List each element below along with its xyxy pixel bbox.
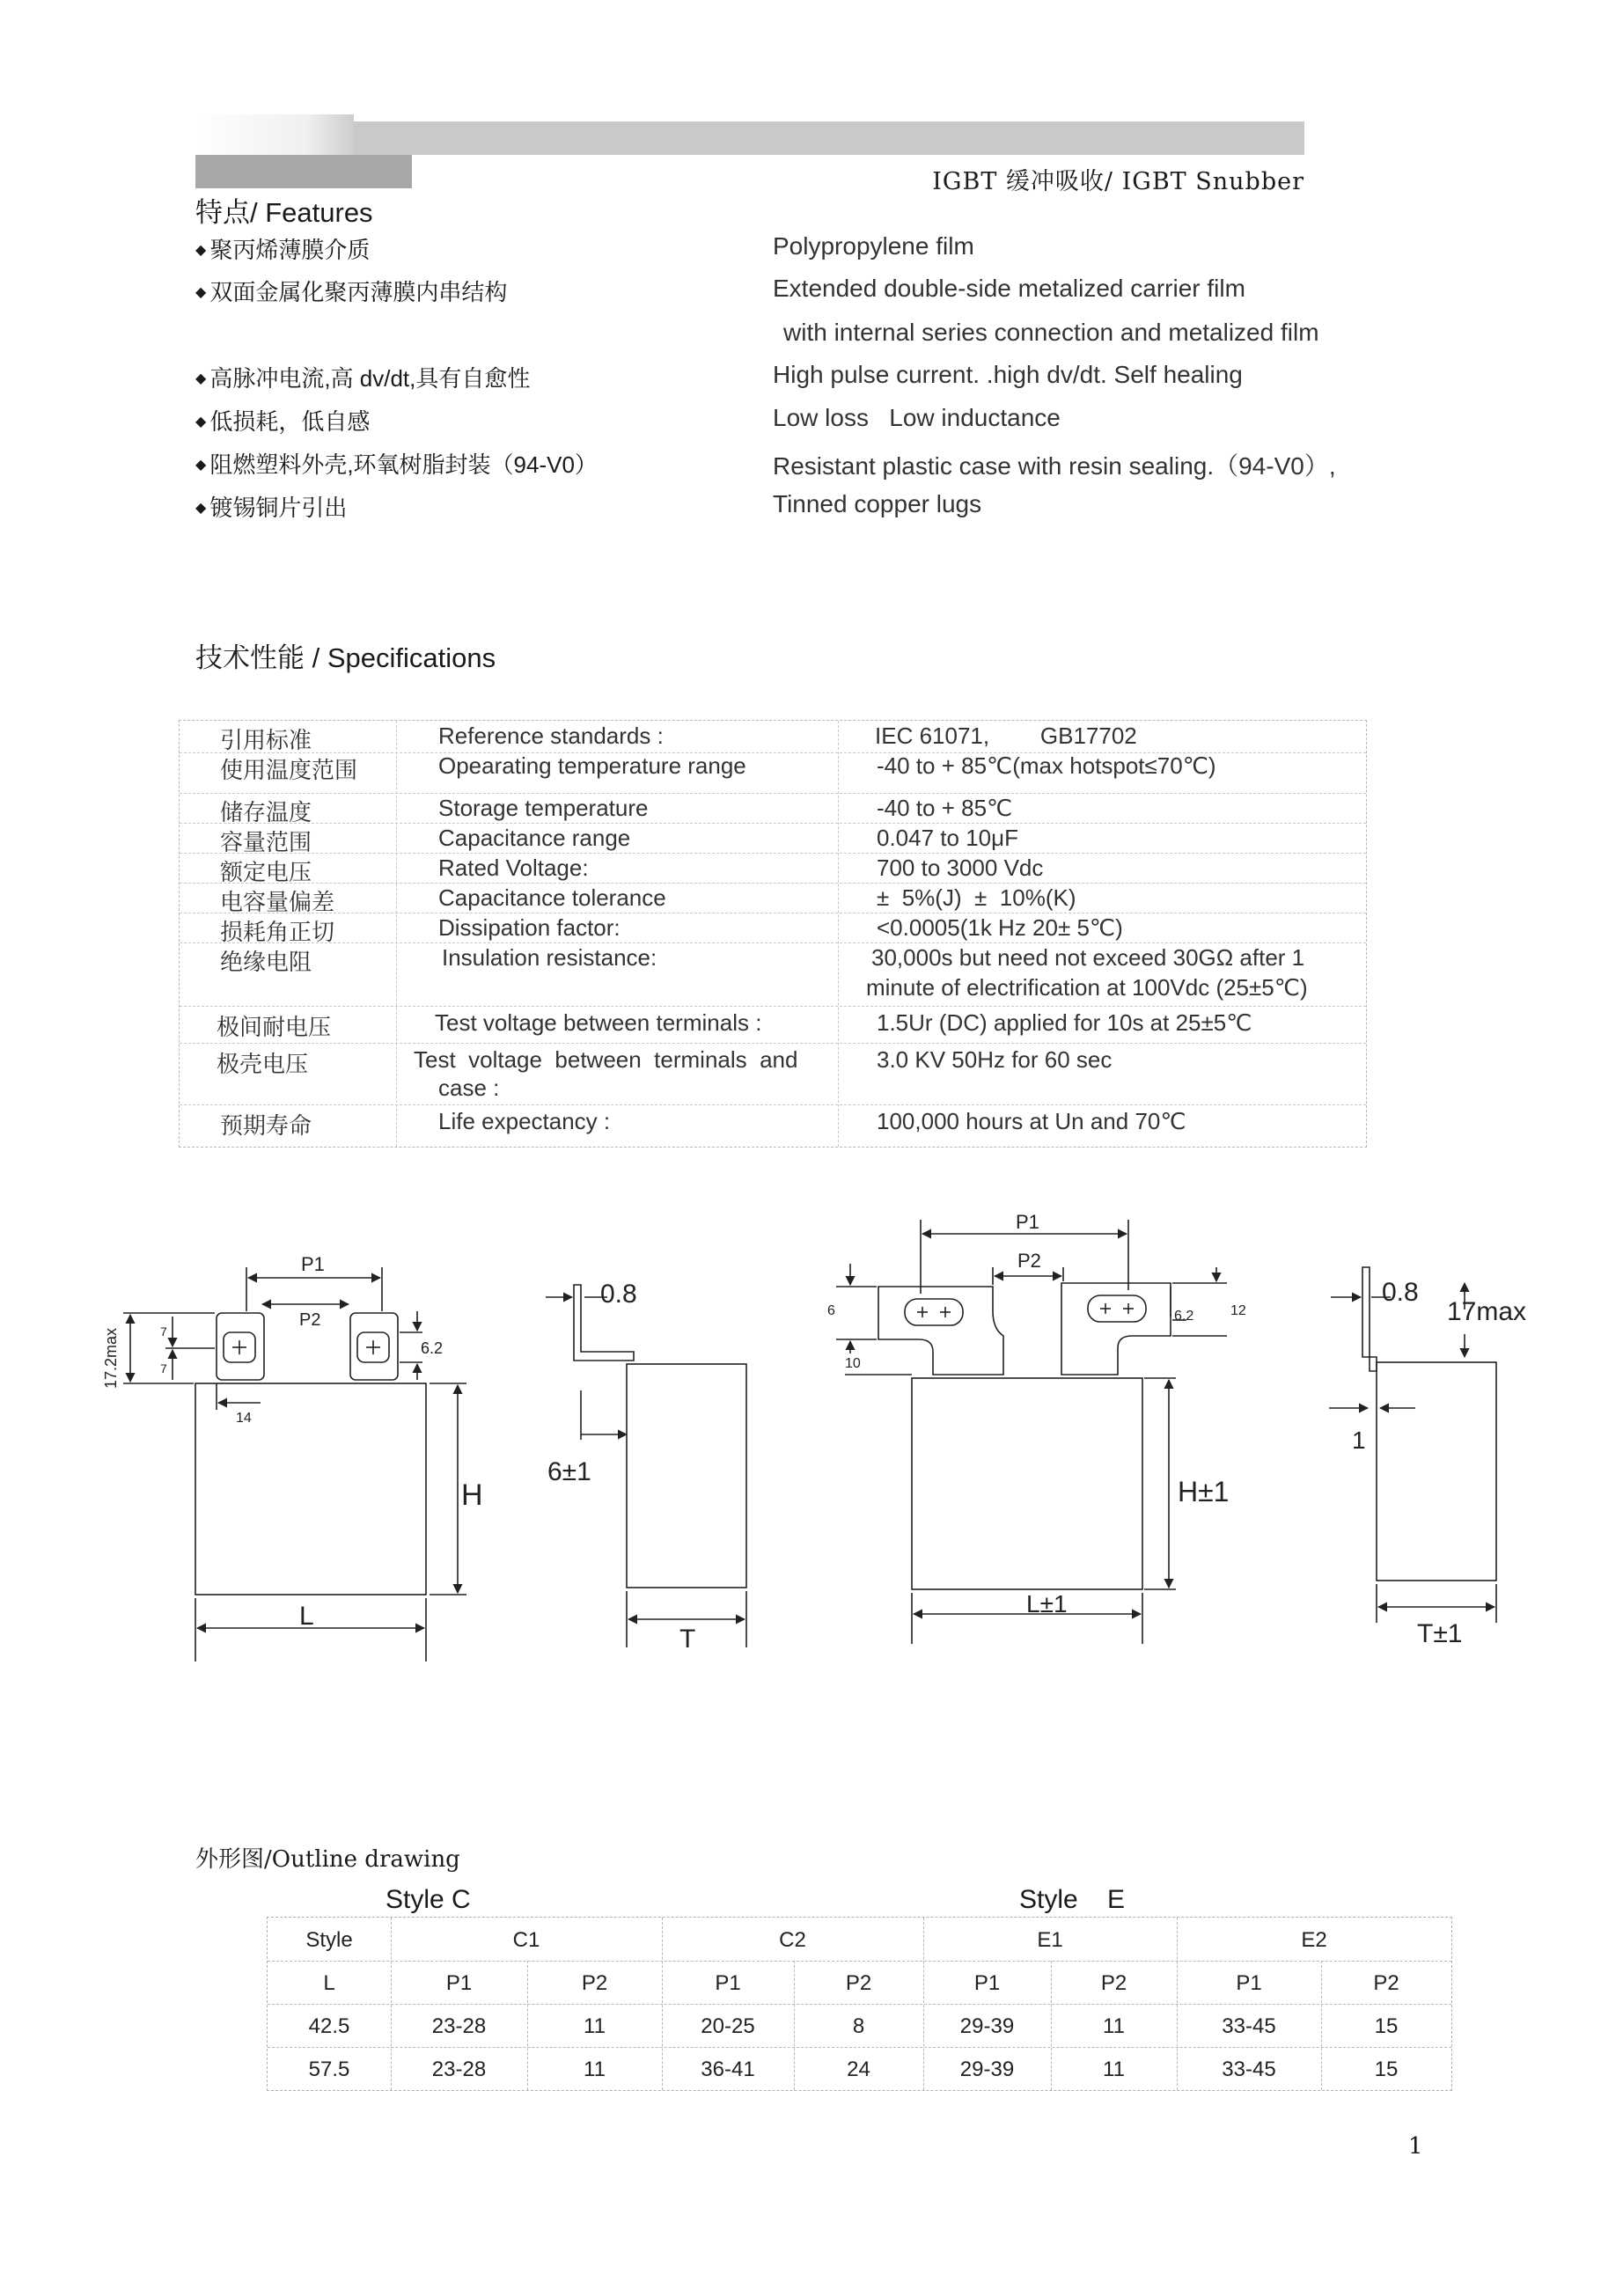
- spec-value: 700 to 3000 Vdc: [877, 855, 1044, 881]
- e-62-label: 6.2: [1174, 1309, 1194, 1324]
- spec-en: Capacitance range: [438, 825, 631, 851]
- feature-en-4: Low loss Low inductance: [773, 404, 1061, 431]
- e-p1-label: P1: [1016, 1211, 1039, 1233]
- outline-style-header: Style: [305, 1928, 353, 1952]
- spec-cn: 储存温度: [220, 799, 312, 825]
- spec-en: Insulation resistance:: [442, 944, 657, 971]
- outline-header-cell: P1: [715, 1971, 741, 1995]
- c-172max-label: 17.2max: [102, 1327, 120, 1389]
- spec-cn: 极壳电压: [217, 1051, 309, 1077]
- feature-en-5: Resistant plastic case with resin sealing.（94-V0）,: [773, 452, 1336, 480]
- spec-cn: 额定电压: [220, 859, 312, 885]
- outline-header-cell: P2: [581, 1971, 608, 1995]
- outline-group-e1: E1: [1037, 1928, 1063, 1952]
- spec-en: Dissipation factor:: [438, 914, 621, 941]
- style-e-label: Style E: [1019, 1885, 1126, 1914]
- e-side-08-label: 0.8: [1382, 1278, 1419, 1307]
- e-l-label: L±1: [1026, 1590, 1068, 1617]
- e-h-label: H±1: [1178, 1476, 1230, 1507]
- spec-en: Life expectancy :: [438, 1108, 611, 1134]
- header-bar: [354, 121, 1304, 155]
- spec-value-line2: minute of electrification at 100Vdc (25±5℃): [866, 974, 1308, 1001]
- c-p1-label: P1: [301, 1253, 325, 1275]
- spec-value: 30,000s but need not exceed 30GΩ after 1: [871, 944, 1305, 971]
- feature-en-3: High pulse current. .high dv/dt. Self healing: [773, 361, 1243, 388]
- feature-cn-4: ◆ 低损耗，低自感: [195, 408, 371, 435]
- outline-cell: 8: [852, 2014, 865, 2038]
- outline-header-cell: P2: [845, 1971, 872, 1995]
- c-7b-label: 7: [160, 1361, 167, 1375]
- document-title: IGBT 缓冲吸收/ IGBT Snubber: [932, 168, 1304, 195]
- outline-header-cell: P2: [1100, 1971, 1127, 1995]
- spec-en: Capacitance tolerance: [438, 884, 666, 911]
- feature-cn-2: ◆ 双面金属化聚丙薄膜内串结构: [195, 279, 508, 305]
- outline-cell: 33-45: [1222, 2058, 1276, 2081]
- spec-en: Opearating temperature range: [438, 752, 746, 779]
- outline-drawings: [0, 1179, 1623, 1672]
- outline-table: [267, 1917, 1452, 2091]
- outline-cell: 24: [847, 2058, 870, 2081]
- spec-cn: 容量范围: [220, 829, 312, 855]
- style-e-front-view: [836, 1220, 1230, 1644]
- outline-group-c1: C1: [512, 1928, 540, 1952]
- outline-cell: 23-28: [431, 2058, 487, 2081]
- spec-en: Reference standards :: [438, 723, 664, 749]
- spec-value: -40 to + 85℃: [877, 795, 1013, 821]
- outline-cell: 36-41: [701, 2058, 755, 2081]
- features-heading: 特点/ Features: [195, 197, 373, 228]
- outline-header-cell: P1: [973, 1971, 1001, 1995]
- feature-cn-5: ◆ 阻燃塑料外壳,环氧树脂封装（94-V0）: [195, 451, 598, 478]
- c-14-label: 14: [236, 1411, 252, 1426]
- outline-cell: 33-45: [1222, 2014, 1276, 2038]
- spec-value: IEC 61071, GB17702: [875, 723, 1137, 749]
- c-7a-label: 7: [160, 1324, 167, 1339]
- spec-en: Storage temperature: [438, 795, 649, 821]
- outline-cell: 29-39: [959, 2058, 1015, 2081]
- outline-group-e2: E2: [1301, 1928, 1327, 1952]
- spec-value: ± 5%(J) ± 10%(K): [877, 884, 1076, 911]
- spec-cn: 预期寿命: [220, 1112, 312, 1139]
- outline-header-cell: P1: [1236, 1971, 1262, 1995]
- outline-header-cell: L: [323, 1971, 335, 1995]
- outline-cell: 11: [1103, 2058, 1125, 2081]
- e-side-t-label: T±1: [1417, 1619, 1463, 1648]
- outline-cell: 29-39: [959, 2014, 1015, 2038]
- e-side-1-label: 1: [1352, 1427, 1366, 1454]
- style-c-front-view: [123, 1267, 466, 1661]
- outline-cell: 23-28: [431, 2014, 487, 2038]
- spec-value: <0.0005(1k Hz 20± 5℃): [877, 914, 1123, 941]
- feature-en-6: Tinned copper lugs: [773, 490, 982, 517]
- spec-en: Test voltage between terminals and: [414, 1046, 798, 1073]
- spec-cn: 绝缘电阻: [220, 949, 312, 975]
- outline-title: 外形图/Outline drawing: [195, 1846, 460, 1873]
- feature-en-1: Polypropylene film: [773, 232, 974, 260]
- e-side-17-label: 17max: [1447, 1297, 1527, 1326]
- outline-header-cell: P1: [445, 1971, 473, 1995]
- c-p2-label: P2: [299, 1310, 321, 1330]
- outline-cell: 20-25: [701, 2014, 755, 2038]
- e-12-label: 12: [1230, 1303, 1246, 1318]
- c-l-label: L: [299, 1602, 314, 1631]
- spec-value: 3.0 KV 50Hz for 60 sec: [877, 1046, 1113, 1073]
- c-side-08-label: 0.8: [600, 1280, 637, 1309]
- specs-table: [179, 720, 1367, 1148]
- outline-cell: 15: [1374, 2014, 1399, 2038]
- c-62-label: 6.2: [421, 1339, 444, 1357]
- spec-en: Rated Voltage:: [438, 855, 589, 881]
- style-c-label: Style C: [386, 1885, 471, 1914]
- outline-cell: 57.5: [308, 2058, 350, 2081]
- e-10-label: 10: [845, 1356, 861, 1371]
- outline-cell: 15: [1374, 2058, 1399, 2081]
- specs-heading: 技术性能 / Specifications: [195, 642, 496, 673]
- feature-cn-3: ◆ 高脉冲电流,高 dv/dt,具有自愈性: [195, 365, 531, 392]
- header-bar-fade: [195, 114, 354, 155]
- spec-value: 1.5Ur (DC) applied for 10s at 25±5℃: [877, 1009, 1252, 1036]
- feature-en-2: Extended double-side metalized carrier film: [773, 275, 1245, 302]
- e-6-label: 6: [827, 1303, 835, 1318]
- spec-cn: 损耗角正切: [220, 919, 335, 945]
- page-number: 1: [1408, 2133, 1423, 2160]
- spec-cn: 电容量偏差: [220, 889, 335, 915]
- spec-en-line2: case :: [438, 1075, 500, 1101]
- feature-cn-6: ◆ 镀锡铜片引出: [195, 495, 348, 521]
- e-p2-label: P2: [1017, 1250, 1041, 1272]
- feature-cn-1: ◆ 聚丙烯薄膜介质: [195, 237, 371, 263]
- spec-en: Test voltage between terminals :: [435, 1009, 762, 1036]
- c-side-6-label: 6±1: [547, 1457, 591, 1486]
- outline-cell: 11: [584, 2058, 606, 2081]
- spec-value: 0.047 to 10μF: [877, 825, 1018, 851]
- outline-header-cell: P2: [1373, 1971, 1399, 1995]
- outline-group-c2: C2: [779, 1928, 806, 1952]
- spec-cn: 极间耐电压: [217, 1014, 332, 1040]
- outline-cell: 11: [584, 2014, 606, 2038]
- feature-en-2b: with internal series connection and metalized film: [783, 319, 1319, 346]
- outline-cell: 42.5: [308, 2014, 350, 2038]
- spec-value: -40 to + 85℃(max hotspot≤70℃): [877, 752, 1216, 779]
- spec-cn: 使用温度范围: [220, 757, 358, 783]
- spec-cn: 引用标准: [220, 727, 312, 753]
- outline-cell: 11: [1103, 2014, 1125, 2038]
- header-bar-accent: [195, 155, 412, 188]
- c-side-t-label: T: [679, 1625, 696, 1654]
- c-h-label: H: [461, 1478, 483, 1512]
- spec-value: 100,000 hours at Un and 70℃: [877, 1108, 1186, 1134]
